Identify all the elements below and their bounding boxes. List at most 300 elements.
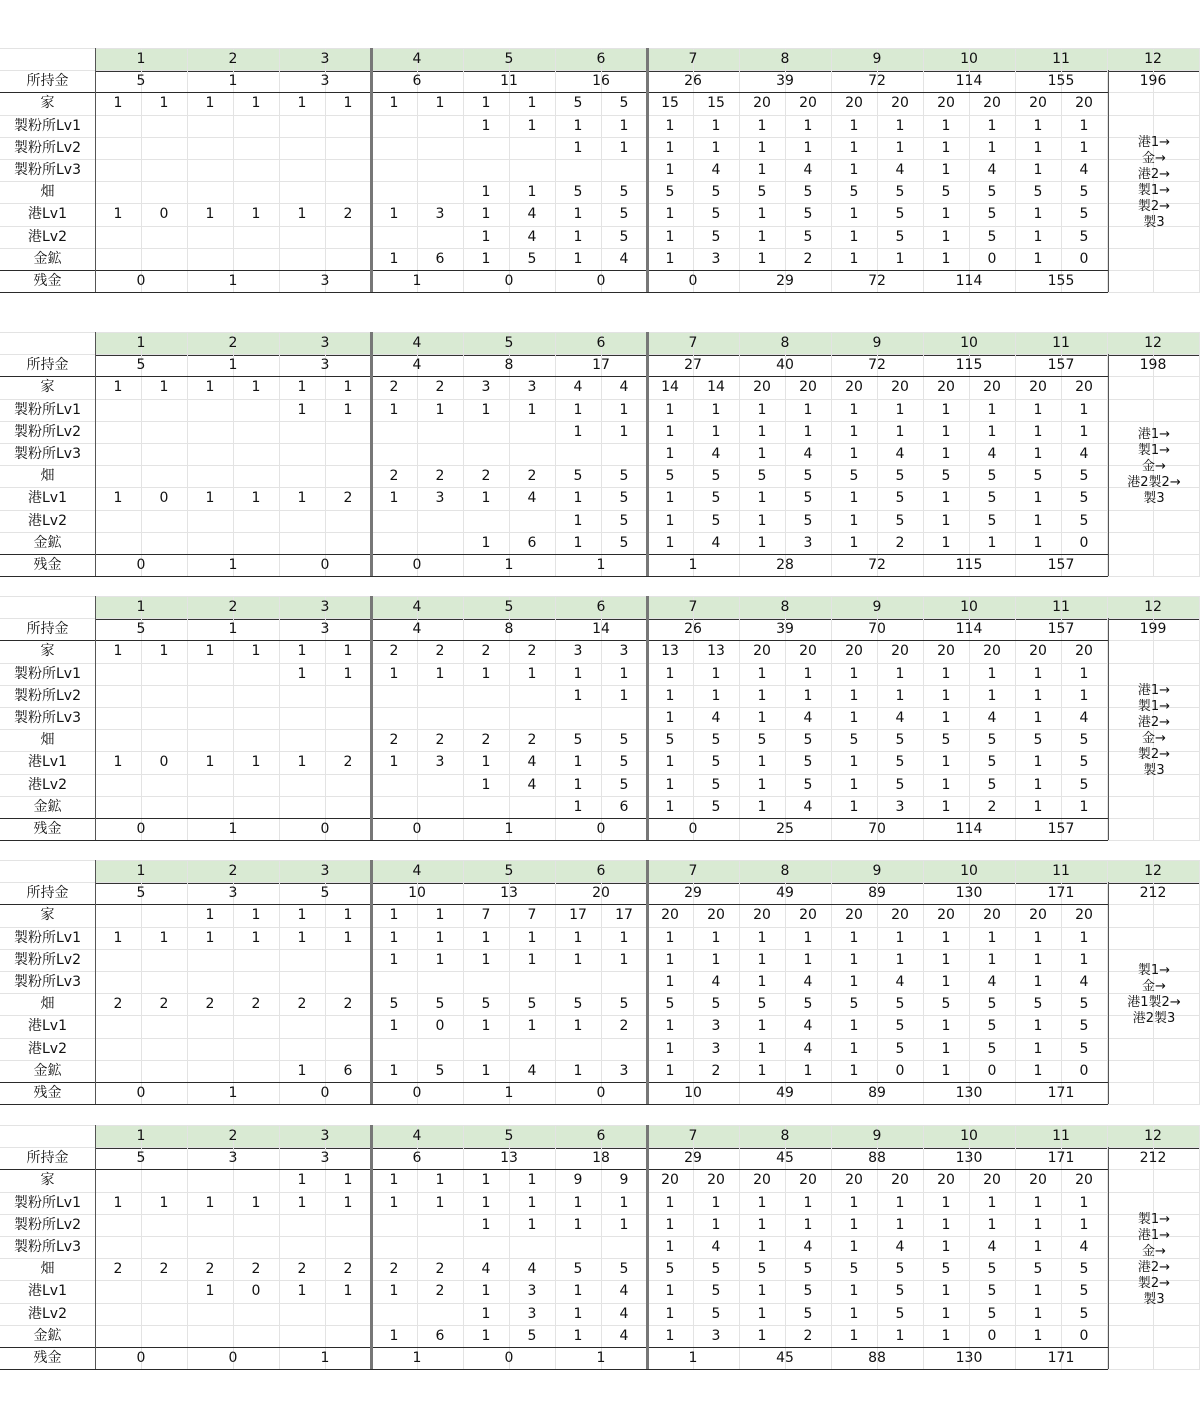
table-cell: 1 (435, 402, 445, 418)
table-cell: 1 (481, 184, 491, 200)
table-cell (187, 1214, 233, 1236)
table-cell: 6 (619, 799, 629, 815)
table-cell (233, 115, 279, 137)
table-cell: 1 (435, 1172, 445, 1188)
table-cell: 5 (849, 996, 859, 1012)
table-cell (141, 1038, 187, 1060)
table-cell: 1 (665, 229, 675, 245)
money-cell: 5 (136, 621, 146, 637)
table-cell: 5 (1079, 206, 1089, 222)
table-block (0, 332, 1200, 576)
row-label: 金鉱 (33, 1063, 62, 1079)
table-cell (279, 1303, 325, 1325)
table-cell (417, 510, 463, 532)
table-cell: 1 (849, 930, 859, 946)
table-cell (141, 1236, 187, 1258)
money-cell: 11 (500, 73, 518, 89)
table-cell: 20 (753, 907, 771, 923)
row-label: 所持金 (26, 73, 69, 89)
table-cell: 1 (573, 206, 583, 222)
table-cell: 1 (665, 710, 675, 726)
remain-cell: 28 (776, 557, 794, 573)
table-cell: 4 (987, 710, 997, 726)
table-cell: 1 (389, 1018, 399, 1034)
row-border (0, 292, 1108, 293)
table-cell: 4 (803, 710, 813, 726)
table-cell: 1 (665, 1283, 675, 1299)
table-cell: 5 (527, 251, 537, 267)
table-cell: 1 (711, 402, 721, 418)
table-cell: 1 (1033, 688, 1043, 704)
table-cell: 1 (757, 710, 767, 726)
table-cell: 4 (803, 1041, 813, 1057)
remain-cell: 130 (955, 1350, 983, 1366)
table-cell: 1 (665, 1195, 675, 1211)
table-cell: 2 (987, 799, 997, 815)
remain-cell: 1 (228, 273, 238, 289)
table-cell (371, 181, 417, 203)
remain-cell: 0 (228, 1350, 238, 1366)
table-cell (95, 159, 141, 181)
table-cell: 1 (665, 402, 675, 418)
table-cell: 5 (711, 732, 721, 748)
table-cell: 5 (895, 1018, 905, 1034)
money-cell: 39 (776, 621, 794, 637)
table-cell: 1 (1033, 1217, 1043, 1233)
table-cell: 4 (481, 1261, 491, 1277)
table-cell: 5 (711, 206, 721, 222)
table-cell (279, 115, 325, 137)
table-cell: 1 (665, 424, 675, 440)
table-cell: 1 (435, 930, 445, 946)
money-cell: 157 (1047, 621, 1075, 637)
table-cell: 20 (937, 1172, 955, 1188)
table-cell: 3 (527, 1283, 537, 1299)
remain-cell: 29 (776, 273, 794, 289)
table-cell: 1 (1079, 1195, 1089, 1211)
table-cell (95, 1038, 141, 1060)
table-cell: 5 (1079, 184, 1089, 200)
table-cell: 1 (665, 118, 675, 134)
table-cell: 1 (297, 490, 307, 506)
table-cell: 5 (803, 1306, 813, 1322)
table-cell: 5 (803, 206, 813, 222)
row-label: 所持金 (26, 357, 69, 373)
table-cell (95, 685, 141, 707)
table-cell: 5 (987, 184, 997, 200)
table-cell: 1 (665, 162, 675, 178)
turn-number: 1 (136, 599, 146, 615)
row-label: 製粉所Lv1 (14, 118, 81, 134)
table-cell: 2 (251, 996, 261, 1012)
table-cell: 5 (1033, 184, 1043, 200)
table-cell: 1 (297, 754, 307, 770)
table-cell: 1 (849, 1041, 859, 1057)
table-cell: 20 (891, 379, 909, 395)
table-cell: 1 (1079, 424, 1089, 440)
table-cell: 1 (527, 118, 537, 134)
table-cell: 5 (711, 754, 721, 770)
build-order-note: 港1→ 金→ 港2→ 製1→ 製2→ 製3 (1137, 135, 1171, 230)
table-cell: 5 (1079, 1018, 1089, 1034)
turn-number: 8 (780, 1128, 790, 1144)
turn-number: 11 (1052, 599, 1070, 615)
money-cell: 4 (412, 621, 422, 637)
table-cell (509, 443, 555, 465)
table-cell: 1 (573, 229, 583, 245)
table-cell: 5 (895, 229, 905, 245)
table-cell: 1 (665, 799, 675, 815)
table-cell: 20 (983, 379, 1001, 395)
table-cell: 20 (937, 643, 955, 659)
build-order-note: 製1→ 港1→ 金→ 港2→ 製2→ 製3 (1137, 1212, 1171, 1307)
table-cell: 2 (711, 1063, 721, 1079)
table-cell: 1 (1033, 513, 1043, 529)
table-cell: 1 (849, 206, 859, 222)
table-cell (371, 774, 417, 796)
table-cell: 5 (987, 1261, 997, 1277)
table-cell: 4 (619, 1306, 629, 1322)
table-cell (371, 443, 417, 465)
table-cell: 1 (389, 1172, 399, 1188)
column-border (1108, 354, 1109, 576)
table-cell: 4 (895, 974, 905, 990)
remain-cell: 0 (688, 273, 698, 289)
table-cell: 1 (573, 1328, 583, 1344)
table-cell: 20 (983, 643, 1001, 659)
table-cell (555, 707, 601, 729)
table-cell (187, 1060, 233, 1082)
table-cell: 20 (983, 1172, 1001, 1188)
table-cell: 1 (343, 95, 353, 111)
turn-number: 12 (1144, 599, 1162, 615)
table-cell: 1 (849, 666, 859, 682)
table-cell: 5 (757, 996, 767, 1012)
table-cell: 1 (619, 402, 629, 418)
table-cell: 2 (803, 1328, 813, 1344)
remain-cell: 130 (955, 1085, 983, 1101)
turn-number: 7 (688, 1128, 698, 1144)
table-cell: 4 (573, 379, 583, 395)
turn-number: 12 (1144, 51, 1162, 67)
table-cell: 5 (803, 777, 813, 793)
column-border (1108, 882, 1109, 1104)
table-cell: 3 (435, 754, 445, 770)
remain-cell: 0 (596, 273, 606, 289)
table-cell: 1 (895, 402, 905, 418)
table-cell (601, 443, 647, 465)
table-cell: 1 (757, 1195, 767, 1211)
row-label: 残金 (33, 557, 62, 573)
table-cell: 1 (849, 140, 859, 156)
table-cell (233, 971, 279, 993)
remain-cell: 0 (136, 1085, 146, 1101)
turn-number: 10 (960, 1128, 978, 1144)
money-cell: 70 (868, 621, 886, 637)
table-cell: 20 (799, 1172, 817, 1188)
table-cell: 20 (753, 379, 771, 395)
table-cell: 4 (711, 446, 721, 462)
table-cell: 5 (435, 996, 445, 1012)
table-cell: 1 (251, 490, 261, 506)
table-cell: 1 (941, 1328, 951, 1344)
money-cell: 26 (684, 73, 702, 89)
table-cell: 1 (389, 251, 399, 267)
turn-number: 9 (872, 335, 882, 351)
row-label: 金鉱 (33, 1328, 62, 1344)
table-cell: 1 (1033, 710, 1043, 726)
column-border (1108, 1147, 1109, 1369)
remain-cell: 45 (776, 1350, 794, 1366)
remain-cell: 157 (1047, 557, 1075, 573)
table-cell (325, 796, 371, 818)
table-cell: 1 (481, 1283, 491, 1299)
table-cell (279, 685, 325, 707)
table-cell: 2 (435, 379, 445, 395)
remain-cell: 1 (504, 557, 514, 573)
table-block (0, 48, 1200, 292)
table-cell: 1 (849, 710, 859, 726)
table-cell: 20 (891, 1172, 909, 1188)
money-cell: 130 (955, 1150, 983, 1166)
table-cell (509, 137, 555, 159)
turn-number: 1 (136, 1128, 146, 1144)
turn-number: 2 (228, 51, 238, 67)
money-cell: 45 (776, 1150, 794, 1166)
table-cell: 1 (205, 754, 215, 770)
table-cell: 1 (1033, 251, 1043, 267)
table-cell: 1 (665, 1328, 675, 1344)
table-cell (233, 707, 279, 729)
table-cell: 1 (803, 140, 813, 156)
table-cell: 1 (113, 1195, 123, 1211)
table-cell: 1 (389, 930, 399, 946)
table-cell: 1 (665, 140, 675, 156)
table-cell: 1 (389, 490, 399, 506)
table-cell: 20 (1029, 95, 1047, 111)
table-cell: 5 (481, 996, 491, 1012)
table-cell: 20 (845, 907, 863, 923)
table-cell: 2 (343, 206, 353, 222)
table-cell: 20 (937, 907, 955, 923)
table-cell: 1 (895, 952, 905, 968)
table-cell (95, 774, 141, 796)
turn-number: 10 (960, 335, 978, 351)
turn-number: 2 (228, 863, 238, 879)
column-border (1108, 618, 1109, 840)
table-cell: 5 (803, 184, 813, 200)
remain-cell: 0 (412, 557, 422, 573)
table-cell (141, 181, 187, 203)
table-cell: 1 (435, 952, 445, 968)
table-cell: 1 (1079, 952, 1089, 968)
table-cell: 5 (803, 468, 813, 484)
table-cell (279, 1214, 325, 1236)
table-cell (187, 181, 233, 203)
table-cell (141, 1280, 187, 1302)
table-cell (509, 685, 555, 707)
table-cell: 9 (619, 1172, 629, 1188)
table-cell: 1 (343, 930, 353, 946)
row-label: 製粉所Lv2 (14, 688, 81, 704)
table-cell: 1 (619, 140, 629, 156)
table-cell: 5 (573, 996, 583, 1012)
table-cell: 20 (891, 907, 909, 923)
money-cell: 72 (868, 357, 886, 373)
table-cell: 1 (159, 930, 169, 946)
table-cell (187, 226, 233, 248)
remain-cell: 1 (228, 1085, 238, 1101)
table-cell (417, 226, 463, 248)
row-label: 所持金 (26, 621, 69, 637)
table-cell: 2 (297, 996, 307, 1012)
table-cell: 4 (1079, 710, 1089, 726)
table-cell: 1 (711, 1195, 721, 1211)
money-cell: 212 (1139, 1150, 1167, 1166)
table-cell (141, 510, 187, 532)
table-cell (233, 465, 279, 487)
table-cell: 5 (573, 184, 583, 200)
table-cell: 20 (1029, 907, 1047, 923)
turn-number: 6 (596, 1128, 606, 1144)
table-cell: 5 (711, 229, 721, 245)
table-cell (279, 443, 325, 465)
row-label: 畑 (40, 1261, 55, 1277)
table-cell (279, 774, 325, 796)
table-cell: 5 (941, 732, 951, 748)
table-cell: 1 (1033, 974, 1043, 990)
table-cell: 3 (803, 535, 813, 551)
table-cell (95, 904, 141, 926)
table-cell: 1 (665, 206, 675, 222)
table-cell: 5 (895, 490, 905, 506)
table-cell: 1 (435, 95, 445, 111)
table-cell: 1 (205, 379, 215, 395)
table-cell: 1 (573, 513, 583, 529)
table-cell: 5 (1079, 229, 1089, 245)
turn-number: 4 (412, 51, 422, 67)
table-cell: 1 (849, 1195, 859, 1211)
table-cell (325, 1303, 371, 1325)
row-border (0, 1104, 1108, 1105)
turn-number: 12 (1144, 863, 1162, 879)
table-cell: 4 (619, 379, 629, 395)
turn-number: 11 (1052, 51, 1070, 67)
table-cell: 5 (665, 468, 675, 484)
table-cell: 1 (573, 1195, 583, 1211)
table-cell: 1 (941, 930, 951, 946)
table-cell (141, 729, 187, 751)
table-cell (233, 663, 279, 685)
table-cell: 1 (481, 1217, 491, 1233)
table-cell: 1 (205, 643, 215, 659)
table-cell (233, 685, 279, 707)
table-cell (417, 1303, 463, 1325)
table-cell: 20 (799, 907, 817, 923)
table-cell: 5 (1079, 732, 1089, 748)
turn-number: 9 (872, 863, 882, 879)
table-cell: 4 (527, 490, 537, 506)
table-cell: 1 (1033, 535, 1043, 551)
table-cell: 2 (343, 754, 353, 770)
table-cell: 0 (987, 1063, 997, 1079)
table-cell: 1 (481, 1018, 491, 1034)
remain-cell: 72 (868, 273, 886, 289)
table-cell (95, 663, 141, 685)
table-cell: 5 (987, 1018, 997, 1034)
table-cell: 1 (1033, 930, 1043, 946)
turn-number: 11 (1052, 335, 1070, 351)
table-cell (325, 707, 371, 729)
table-cell: 2 (343, 996, 353, 1012)
table-cell (463, 1236, 509, 1258)
table-cell: 5 (803, 996, 813, 1012)
table-cell: 3 (481, 379, 491, 395)
table-cell: 0 (251, 1283, 261, 1299)
table-cell: 20 (1029, 643, 1047, 659)
table-cell: 1 (757, 1041, 767, 1057)
table-cell: 1 (251, 907, 261, 923)
table-cell: 1 (481, 952, 491, 968)
table-cell: 1 (481, 229, 491, 245)
table-cell (371, 971, 417, 993)
turn-number: 11 (1052, 863, 1070, 879)
remain-cell: 1 (228, 557, 238, 573)
table-cell: 1 (481, 1172, 491, 1188)
table-cell: 1 (665, 666, 675, 682)
table-cell: 1 (481, 1306, 491, 1322)
table-cell (141, 465, 187, 487)
table-cell: 5 (573, 1261, 583, 1277)
table-cell: 1 (849, 952, 859, 968)
money-cell: 13 (500, 885, 518, 901)
table-cell: 1 (481, 777, 491, 793)
table-cell: 3 (711, 1041, 721, 1057)
table-cell (95, 1015, 141, 1037)
table-cell: 3 (573, 643, 583, 659)
table-cell: 0 (1079, 535, 1089, 551)
table-cell: 5 (895, 1041, 905, 1057)
table-cell: 1 (941, 229, 951, 245)
table-cell: 1 (1033, 952, 1043, 968)
table-cell: 1 (251, 1195, 261, 1211)
money-cell: 6 (412, 1150, 422, 1166)
table-cell (325, 1325, 371, 1347)
table-cell: 1 (987, 535, 997, 551)
build-order-note: 港1→ 製1→ 金→ 港2製2→ 製3 (1127, 427, 1181, 506)
table-cell: 13 (661, 643, 679, 659)
row-label: 製粉所Lv3 (14, 162, 81, 178)
table-cell: 5 (895, 996, 905, 1012)
table-cell: 5 (987, 229, 997, 245)
table-cell: 2 (435, 468, 445, 484)
table-cell (141, 421, 187, 443)
table-cell (141, 1303, 187, 1325)
table-cell: 1 (297, 206, 307, 222)
table-cell: 1 (1033, 140, 1043, 156)
table-cell: 5 (1079, 996, 1089, 1012)
table-cell: 1 (895, 140, 905, 156)
table-cell: 5 (757, 732, 767, 748)
table-cell: 1 (297, 930, 307, 946)
table-cell: 4 (619, 1328, 629, 1344)
table-cell: 1 (757, 140, 767, 156)
table-cell: 1 (757, 162, 767, 178)
money-cell: 5 (136, 885, 146, 901)
table-cell: 5 (803, 490, 813, 506)
table-cell (141, 707, 187, 729)
table-cell (95, 248, 141, 270)
